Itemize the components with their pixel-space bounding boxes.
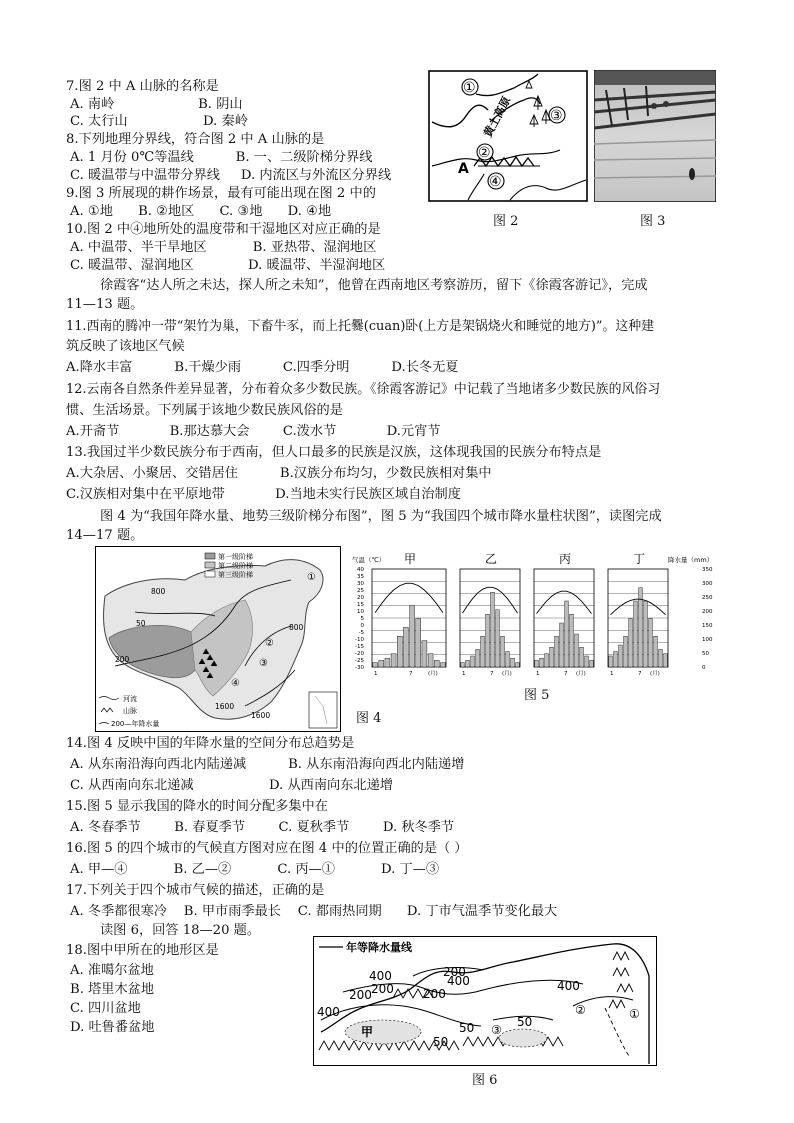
precip-bar	[422, 641, 427, 667]
q12-line1: 12.云南各自然条件差异显著，分布着众多少数民族。《徐霞客游记》中记载了当地诸多少数民族的风俗习	[66, 382, 661, 397]
q11-line1: 11.西南的腾冲一带“架竹为巢，下畜牛豕，而上托爨(cuan)卧(上方是架锅烧火和睡觉的地方)”。这种建	[66, 319, 655, 334]
marker-4: ④	[489, 174, 502, 190]
q13-stem: 13.我国过半少数民族分布于西南，但人口最多的民族是汉族，这体现我国的民族分布特点是	[66, 445, 602, 460]
q8-options-2: C. 暖温带与中温带分界线 D. 内流区与外流区分界线	[70, 168, 392, 183]
figure-4-map	[95, 546, 341, 732]
precip-bar	[466, 660, 470, 667]
month-tick: 7	[409, 671, 413, 677]
temp-tick-label: 35	[357, 574, 364, 580]
figure-3-photo	[594, 70, 716, 202]
precip-bar	[545, 654, 549, 667]
temp-tick-label: -20	[355, 651, 364, 657]
precip-bar	[373, 663, 378, 667]
q16-stem: 16.图 5 的四个城市的气候直方图对应在图 4 中的位置正确的是（ ）	[66, 841, 468, 856]
q9-options: A. ①地 B. ②地区 C. ③地 D. ④地	[70, 204, 332, 219]
figure-2-caption: 图 2	[493, 214, 519, 229]
temp-tick-label: 10	[357, 609, 364, 615]
precip-bar	[491, 592, 495, 667]
q10-options-1: A. 中温带、半干旱地区 B. 亚热带、湿润地区	[70, 240, 377, 255]
q13-options-1: A.大杂居、小聚居、交错居住 B.汉族分布均匀，少数民族相对集中	[66, 466, 492, 481]
precip-bar	[461, 663, 465, 667]
precip-bar	[434, 660, 439, 667]
fig6-iso-400c: 400	[557, 979, 580, 993]
q7-options-1: A. 南岭 B. 阴山	[70, 97, 243, 112]
precip-bar	[659, 649, 663, 667]
precip-bar	[580, 647, 584, 667]
q18-stem: 18.图中甲所在的地形区是	[66, 943, 219, 958]
q18-option-d: D. 吐鲁番盆地	[70, 1020, 155, 1035]
fig4-marker-3: ③	[259, 658, 268, 669]
precip-bar	[428, 654, 433, 667]
q10-stem: 10.图 2 中④地所处的温度带和干湿地区对应正确的是	[66, 222, 381, 237]
iso-label-200: 200	[115, 655, 130, 664]
temp-tick-label: 5	[360, 616, 364, 622]
precip-bar	[540, 658, 544, 667]
precip-tick-label: 150	[702, 623, 713, 629]
q13-options-2: C.汉族相对集中在平原地带 D.当地未实行民族区域自治制度	[66, 487, 461, 502]
city-label: 丙	[559, 552, 572, 566]
precip-bar	[397, 636, 402, 667]
q14-stem: 14.图 4 反映中国的年降水量的空间分布总趋势是	[66, 736, 355, 751]
fig6-iso-400d: 400	[317, 1005, 340, 1019]
precip-bar	[379, 660, 384, 667]
fig6-label-jia: 甲	[361, 1025, 374, 1039]
fig6-iso-400b: 400	[447, 974, 470, 988]
fig6-iso-50b: 50	[433, 1035, 449, 1049]
legend-tier2: 第二级阶梯	[218, 562, 253, 570]
figure-6-caption: 图 6	[472, 1073, 498, 1088]
legend-tier1: 第一级阶梯	[218, 553, 253, 561]
fig6-iso-200b: 200	[349, 988, 372, 1002]
basin-jia	[345, 1020, 421, 1044]
marker-3: ③	[550, 108, 563, 124]
figure-2-map	[428, 70, 588, 202]
intro-11-13-line1: 徐霞客“达人所之未达，探人所之未知”，他曾在西南地区考察游历，留下《徐霞客游记》，完成	[100, 278, 648, 293]
fig4-marker-4: ④	[231, 678, 240, 689]
q12-options: A.开斋节 B.那达慕大会 C.泼水节 D.元宵节	[66, 424, 441, 439]
month-tick: 7	[490, 671, 494, 677]
precip-tick-label: 100	[702, 637, 713, 643]
fig6-iso-200d: 200	[443, 965, 466, 979]
precip-bar	[634, 601, 638, 667]
fig6-iso-400a: 400	[369, 969, 392, 983]
precip-bar	[565, 601, 569, 667]
label-loess-plateau: 黄土高原	[481, 94, 514, 140]
month-tick: 7	[564, 671, 568, 677]
intro-14-17-line2: 14—17 题。	[66, 528, 144, 543]
precip-bar	[511, 658, 515, 667]
precip-bar	[629, 619, 633, 667]
q15-options: A. 冬春季节 B. 春夏季节 C. 夏秋季节 D. 秋冬季节	[70, 820, 455, 835]
q15-stem: 15.图 5 显示我国的降水的时间分配多集中在	[66, 799, 328, 814]
precip-bar	[654, 636, 658, 667]
month-tick: 1	[462, 671, 466, 677]
q8-options-1: A. 1 月份 0℃等温线 B. 一、二级阶梯分界线	[70, 150, 373, 165]
temp-tick-label: 25	[357, 588, 364, 594]
precip-bar	[664, 654, 668, 667]
precip-tick-label: 200	[702, 609, 713, 615]
marker-1: ①	[463, 80, 476, 96]
q9-stem: 9.图 3 所展现的耕作场景，最有可能出现在图 2 中的	[66, 186, 376, 201]
fig6-marker-2: ②	[575, 1003, 586, 1017]
precip-bar	[585, 656, 589, 667]
fig6-marker-1: ①	[629, 1007, 640, 1021]
precip-bar	[624, 636, 628, 667]
temp-tick-label: -30	[355, 665, 364, 671]
precip-bar	[501, 636, 505, 667]
key-mountain: 山脉	[123, 707, 137, 715]
q8-stem: 8.下列地理分界线，符合图 2 中 A 山脉的是	[66, 132, 325, 147]
precip-bar	[403, 627, 408, 667]
precip-tick-label: 250	[702, 595, 713, 601]
precip-bar	[570, 614, 574, 667]
temp-tick-label: 15	[357, 602, 364, 608]
q11-options: A.降水丰富 B.干燥少雨 C.四季分明 D.长冬无夏	[66, 360, 459, 375]
city-label: 乙	[485, 552, 498, 566]
month-unit-label: (月)	[576, 671, 586, 677]
precip-bar	[476, 649, 480, 667]
city-label: 丁	[633, 552, 646, 566]
fig6-iso-50c: 50	[517, 1015, 533, 1029]
fig5-precip-axis-label: 降水量（mm）	[668, 556, 714, 564]
figure-5-caption: 图 5	[524, 688, 550, 703]
intro-18-20: 读图 6，回答 18—20 题。	[100, 923, 261, 938]
key-river: 河流	[123, 695, 137, 703]
q14-options-2: C. 从西南向东北递减 D. 从西南向东北递增	[70, 778, 393, 793]
temp-tick-label: 40	[357, 567, 364, 573]
precip-bar	[614, 652, 618, 667]
figure-6-map	[313, 936, 657, 1066]
precip-bar	[644, 601, 648, 667]
iso-label-1600a: 1600	[215, 702, 235, 711]
precip-bar	[575, 634, 579, 667]
q18-option-a: A. 准噶尔盆地	[70, 963, 154, 978]
precip-bar	[609, 656, 613, 667]
figure-3-caption: 图 3	[640, 214, 666, 229]
precip-bar	[416, 619, 421, 667]
q7-stem: 7.图 2 中 A 山脉的名称是	[66, 79, 219, 94]
key-isohyet: 200—年降水量	[111, 720, 160, 728]
figure-4-caption: 图 4	[356, 711, 382, 726]
precip-bar	[506, 652, 510, 667]
fig4-marker-1: ①	[307, 572, 316, 583]
legend-tier3: 第三级阶梯	[218, 571, 253, 579]
precip-bar	[649, 619, 653, 667]
precip-bar	[410, 605, 415, 667]
q11-line2: 筑反映了该地区气候	[66, 339, 185, 354]
intro-14-17-line1: 图 4 为“我国年降水量、地势三级阶梯分布图”，图 5 为“我国四个城市降水量柱状图”，读图完成	[100, 509, 662, 524]
month-tick: 7	[638, 671, 642, 677]
month-tick: 1	[536, 671, 540, 677]
precip-tick-label: 300	[702, 581, 713, 587]
precip-bar	[496, 610, 500, 667]
month-tick: 1	[610, 671, 614, 677]
fig4-marker-2: ②	[265, 638, 274, 649]
precip-bar	[471, 656, 475, 667]
precip-bar	[535, 660, 539, 667]
q7-options-2: C. 太行山 D. 秦岭	[70, 114, 248, 129]
precip-bar	[391, 654, 396, 667]
month-tick: 1	[374, 671, 378, 677]
month-unit-label: (月)	[502, 671, 512, 677]
fig6-iso-200a: 200	[371, 982, 394, 996]
q16-options: A. 甲—④ B. 乙—② C. 丙—① D. 丁—③	[70, 862, 440, 877]
q17-stem: 17.下列关于四个城市气候的描述，正确的是	[66, 883, 325, 898]
fig6-legend: 年等降水量线	[346, 941, 412, 954]
precip-tick-label: 350	[702, 567, 713, 573]
q18-option-c: C. 四川盆地	[70, 1001, 141, 1016]
precip-bar	[486, 614, 490, 667]
temp-tick-label: -15	[355, 644, 364, 650]
q12-line2: 惯、生活场景。下列属于该地少数民族风俗的是	[66, 403, 343, 418]
temp-tick-label: -25	[355, 658, 364, 664]
precip-bar	[481, 636, 485, 667]
precip-bar	[440, 663, 445, 667]
temp-tick-label: -5	[358, 630, 364, 636]
precip-tick-label: 0	[702, 665, 706, 671]
precip-bar	[555, 636, 559, 667]
fig6-marker-3: ③	[491, 1023, 502, 1037]
q10-options-2: C. 暖温带、湿润地区 D. 暖温带、半湿润地区	[70, 258, 386, 273]
city-label: 甲	[404, 552, 417, 566]
fig5-temp-axis-label: 气温（℃）	[352, 556, 386, 564]
precip-bar	[385, 658, 390, 667]
intro-11-13-line2: 11—13 题。	[66, 297, 144, 312]
temp-tick-label: 30	[357, 581, 364, 587]
month-unit-label: (月)	[650, 671, 660, 677]
precip-bar	[560, 623, 564, 667]
temp-tick-label: -10	[355, 637, 364, 643]
iso-label-800b: 800	[289, 623, 304, 632]
temp-tick-label: 20	[357, 595, 364, 601]
precip-bar	[550, 647, 554, 667]
label-a: A	[458, 161, 469, 177]
iso-label-1600b: 1600	[251, 711, 271, 720]
figure-5-climographs	[350, 549, 718, 681]
precip-tick-label: 50	[702, 651, 709, 657]
iso-label-50: 50	[136, 619, 146, 628]
precip-bar	[516, 663, 520, 667]
q18-option-b: B. 塔里木盆地	[70, 982, 155, 997]
marker-2: ②	[478, 145, 491, 161]
iso-label-800a: 800	[151, 587, 166, 596]
fig6-iso-200c: 200	[423, 987, 446, 1001]
month-unit-label: (月)	[428, 671, 438, 677]
q14-options-1: A. 从东南沿海向西北内陆递减 B. 从东南沿海向西北内陆递增	[70, 757, 465, 772]
q17-options: A. 冬季都很寒冷 B. 甲市雨季最长 C. 都雨热同期 D. 丁市气温季节变化最大	[70, 904, 558, 919]
temp-tick-label: 0	[360, 623, 364, 629]
precip-bar	[590, 660, 594, 667]
fig6-iso-50a: 50	[459, 1021, 475, 1035]
precip-bar	[619, 645, 623, 667]
